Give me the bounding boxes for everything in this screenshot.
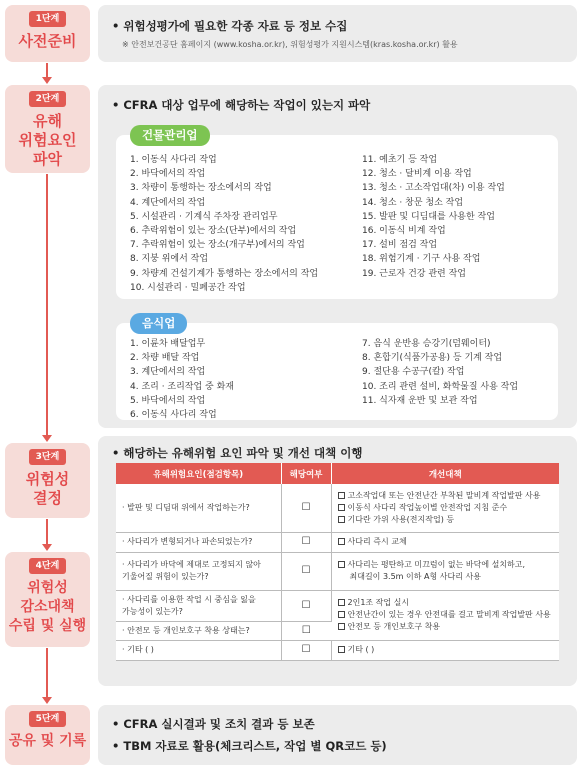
checkbox-icon[interactable] xyxy=(338,492,345,499)
panel-step-1 xyxy=(98,5,577,62)
building-section xyxy=(116,128,558,299)
measure-option-continued: 최대길이 3.5m 이하 A형 사다리 사용 xyxy=(349,572,481,581)
hazard-item: · 발판 및 디딤대 위에서 작업하는가? xyxy=(116,484,281,532)
list-item: 9. 차량계 건설기계가 통행하는 장소에서의 작업 xyxy=(130,268,319,279)
applicable-checkbox[interactable]: ☐ xyxy=(281,640,331,660)
panel-5-line-1: • CFRA 실시결과 및 조치 결과 등 보존 xyxy=(112,716,315,732)
list-item: 10. 조리 관련 설비, 화학물질 사용 작업 xyxy=(362,381,519,392)
table-row xyxy=(116,590,559,621)
list-item: 11. 식자재 운반 및 보관 작업 xyxy=(362,395,478,406)
list-item: 6. 추락위험이 있는 장소(단부)에서의 작업 xyxy=(130,226,297,237)
step-3-badge: 3단계 xyxy=(29,449,67,465)
panel-step-5 xyxy=(98,705,577,765)
building-list-right xyxy=(362,153,505,281)
measures-cell xyxy=(331,590,559,640)
list-item: 7. 음식 운반용 승강기(덤웨이터) xyxy=(362,339,491,349)
checkbox-icon[interactable] xyxy=(338,538,345,545)
list-item: 5. 시설관리 · 기계식 주차장 관리업무 xyxy=(130,211,278,222)
applicable-checkbox[interactable]: ☐ xyxy=(281,621,331,640)
step-2 xyxy=(5,85,90,173)
list-item: 13. 청소 · 고소작업대(차) 이용 작업 xyxy=(362,183,505,194)
checkbox-icon[interactable] xyxy=(338,623,345,630)
checkbox-icon[interactable] xyxy=(338,599,345,606)
measure-option[interactable]: 안전난간이 있는 경우 안전대를 걸고 말비계 작업발판 사용 xyxy=(338,609,554,621)
list-item: 11. 예초기 등 작업 xyxy=(362,155,438,165)
applicable-checkbox[interactable]: ☐ xyxy=(281,590,331,621)
col-header-hazard: 유해위험요인(점검항목) xyxy=(116,463,281,484)
list-item: 9. 절단용 수공구(칼) 작업 xyxy=(362,367,465,378)
arrow-3-4 xyxy=(46,519,48,545)
measures-cell xyxy=(331,484,559,532)
list-item: 8. 지붕 위에서 작업 xyxy=(130,254,209,265)
food-list-right xyxy=(362,337,518,408)
measures-cell xyxy=(331,640,559,660)
panel-1-note: ※ 안전보건공단 홈페이지 (www.kosha.or.kr), 위험성평가 지원시스템(kras.kosha.or.kr) 활용 xyxy=(122,40,458,49)
list-item: 4. 계단에서의 작업 xyxy=(130,197,206,208)
list-item: 10. 시설관리 · 밀폐공간 작업 xyxy=(130,282,246,293)
measure-option[interactable]: 사다리 즉시 교체 xyxy=(338,536,554,548)
food-label: 음식업 xyxy=(130,313,187,334)
list-item: 1. 이동식 사다리 작업 xyxy=(130,155,217,165)
checkbox-icon[interactable] xyxy=(338,561,345,568)
panel-1-heading: • 위험성평가에 필요한 각종 자료 등 정보 수집 xyxy=(112,18,347,34)
hazard-item: · 안전모 등 개인보호구 착용 상태는? xyxy=(116,621,281,640)
step-1-title: 사전준비 xyxy=(18,32,77,50)
col-header-measures: 개선대책 xyxy=(331,463,559,484)
table-row xyxy=(116,640,559,660)
step-1 xyxy=(5,5,90,62)
list-item: 16. 이동식 비계 작업 xyxy=(362,226,446,237)
arrow-4-5 xyxy=(46,648,48,698)
list-item: 19. 근로자 건강 관련 작업 xyxy=(362,268,467,279)
food-list-left xyxy=(130,337,234,422)
panel-step-3-4 xyxy=(98,436,577,686)
checkbox-icon[interactable] xyxy=(338,516,345,523)
step-3 xyxy=(5,443,90,518)
checkbox-icon[interactable] xyxy=(338,504,345,511)
list-item: 7. 추락위험이 있는 장소(개구부)에서의 작업 xyxy=(130,240,305,251)
list-item: 1. 이륜차 배달업무 xyxy=(130,339,206,349)
list-item: 18. 위험기계 · 기구 사용 작업 xyxy=(362,254,481,265)
list-item: 12. 청소 · 달비계 이용 작업 xyxy=(362,169,472,180)
list-item: 3. 계단에서의 작업 xyxy=(130,367,206,378)
measure-option[interactable]: 기타 ( ) xyxy=(338,644,554,656)
list-item: 2. 차량 배달 작업 xyxy=(130,353,200,364)
hazard-table xyxy=(116,463,559,661)
step-4 xyxy=(5,552,90,647)
step-2-badge: 2단계 xyxy=(29,91,67,107)
arrow-2-3 xyxy=(46,174,48,436)
panel-5-line-2: • TBM 자료로 활용(체크리스트, 작업 별 QR코드 등) xyxy=(112,738,387,754)
checkbox-icon[interactable] xyxy=(338,611,345,618)
panel-3-heading: • 해당하는 유해위험 요인 파악 및 개선 대책 이행 xyxy=(112,445,362,461)
measure-option[interactable]: 안전모 등 개인보호구 착용 xyxy=(338,621,554,633)
measure-option[interactable]: 이동식 사다리 작업높이별 안전작업 지침 준수 xyxy=(338,502,554,514)
hazard-item: · 사다리를 이용한 작업 시 중심을 잃을 가능성이 있는가? xyxy=(116,590,281,621)
list-item: 14. 청소 · 창문 청소 작업 xyxy=(362,197,464,208)
table-header-row xyxy=(116,463,559,484)
step-2-title: 유해 위험요인 파악 xyxy=(18,112,77,168)
list-item: 17. 설비 점검 작업 xyxy=(362,240,438,251)
list-item: 15. 발판 및 디딤대를 사용한 작업 xyxy=(362,211,495,222)
hazard-item: · 기타 ( ) xyxy=(116,640,281,660)
building-label: 건물관리업 xyxy=(130,125,210,146)
applicable-checkbox[interactable]: ☐ xyxy=(281,552,331,590)
measures-cell xyxy=(331,552,559,590)
measures-cell xyxy=(331,532,559,552)
checkbox-icon[interactable] xyxy=(338,646,345,653)
col-header-applicable: 해당여부 xyxy=(281,463,331,484)
panel-step-2 xyxy=(98,85,577,428)
applicable-checkbox[interactable]: ☐ xyxy=(281,484,331,532)
hazard-item: · 사다리가 바닥에 제대로 고정되지 않아 기울어질 위험이 있는가? xyxy=(116,552,281,590)
panel-2-heading: • CFRA 대상 업무에 해당하는 작업이 있는지 파악 xyxy=(112,97,370,113)
step-5-badge: 5단계 xyxy=(29,711,67,727)
list-item: 4. 조리 · 조리작업 중 화재 xyxy=(130,381,234,392)
list-item: 8. 혼합기(식품가공용) 등 기계 작업 xyxy=(362,353,503,364)
step-4-badge: 4단계 xyxy=(29,558,67,574)
list-item: 2. 바닥에서의 작업 xyxy=(130,169,206,180)
table-row xyxy=(116,484,559,532)
building-list-left xyxy=(130,153,318,295)
food-section xyxy=(116,316,558,421)
applicable-checkbox[interactable]: ☐ xyxy=(281,532,331,552)
step-4-title: 위험성 감소대책 수립 및 실행 xyxy=(8,580,87,634)
arrow-1-2 xyxy=(46,63,48,78)
measure-option[interactable]: 고소작업대 또는 안전난간 부착된 말비계 작업발판 사용 xyxy=(338,490,554,502)
step-3-title: 위험성 결정 xyxy=(25,470,70,507)
measure-option[interactable]: 기다란 가위 사용(전지작업) 등 xyxy=(338,514,554,526)
table-row xyxy=(116,552,559,590)
list-item: 5. 바닥에서의 작업 xyxy=(130,395,206,406)
hazard-item: · 사다리가 변형되거나 파손되었는가? xyxy=(116,532,281,552)
measure-option[interactable]: 2인1조 작업 실시 xyxy=(338,597,554,609)
step-1-badge: 1단계 xyxy=(29,11,67,27)
list-item: 3. 차량이 통행하는 장소에서의 작업 xyxy=(130,183,272,194)
step-5 xyxy=(5,705,90,765)
step-5-title: 공유 및 기록 xyxy=(8,733,87,749)
table-row xyxy=(116,532,559,552)
list-item: 6. 이동식 사다리 작업 xyxy=(130,410,217,421)
measure-option[interactable]: 사다리는 평탄하고 미끄럼이 없는 바닥에 설치하고, xyxy=(338,559,554,571)
